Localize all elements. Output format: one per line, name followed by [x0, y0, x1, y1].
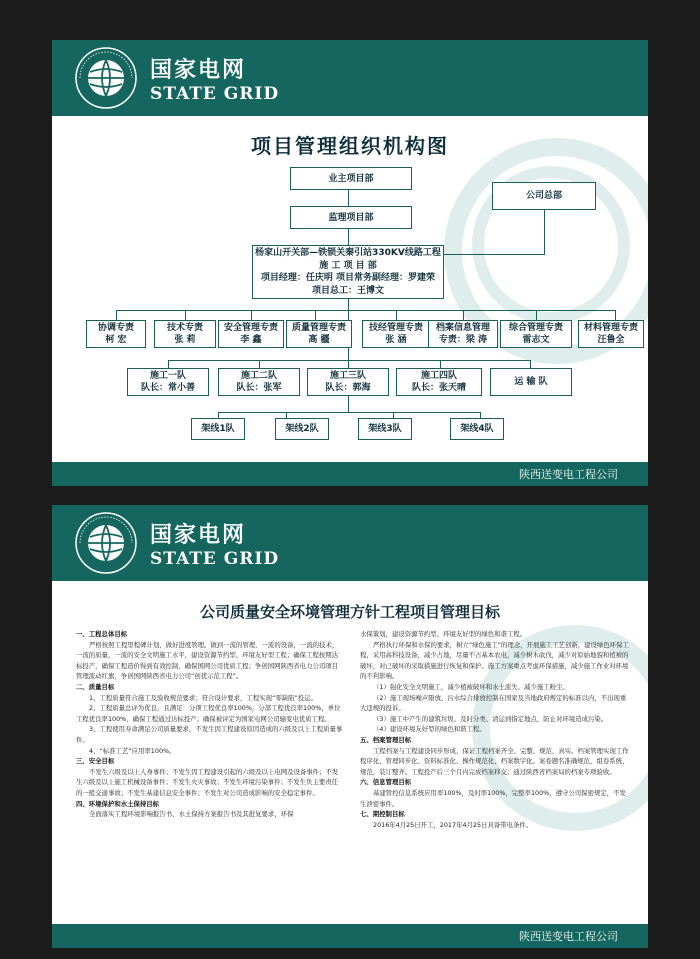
section-paragraph: （2）施工现场噪声限放、污水综合排放控制在国家及当地政府规定的标准以内，不出现重大违规的投诉。 — [360, 693, 627, 713]
project-dept-name: 施 工 项 目 部 — [319, 260, 377, 271]
page-title: 公司质量安全环境管理方针工程项目管理目标 — [199, 603, 500, 621]
company-hq-box — [492, 182, 596, 210]
connector-line — [536, 310, 537, 320]
role-person: 张 莉 — [174, 335, 196, 345]
transport-team-label: 运 输 队 — [514, 377, 548, 387]
section-paragraph: 4、“标准工艺”应用率100%。 — [89, 746, 176, 755]
connector-line — [348, 229, 349, 245]
project-name: 杨家山开关部—铁锁关秦引站330KV线路工程 — [255, 248, 441, 258]
connector-line — [544, 210, 545, 254]
section-paragraph: 严格执行环保和水保的要求，树立“绿色施工”的理念，开展施工工艺创新，建设绿色环保工程，采用高科技设备，减少占地，尽量不占基本农电，减少树木砍伐，减少对原始地貌和植被的破坏，对已破坏的采取措施进行恢复和保护。施工方案重点考虑环保措施，减少施工作业对环境的不利影响。 — [360, 640, 629, 681]
connector-line — [315, 310, 316, 320]
section-paragraph: 不发生六级及以上人身事件；不发生因工程建设引起的六级及以上电网及设备事件；不发生六级及以上施工机械设备事件；不发生火灾事故；不发生环境污染事件；不发生负主要责任的一般交通事故；不发生基建信息安全事件；不发生对公司造成影响的安全稳定事件。 — [76, 767, 339, 797]
project-manager-line: 项目经理：任庆明 项目常务副经理：罗建荣 — [260, 273, 436, 283]
owner-project-dept-box — [290, 167, 412, 190]
role-box — [218, 320, 284, 348]
role-box — [154, 320, 216, 348]
stringing-team-label: 架线3队 — [368, 424, 402, 434]
role-title: 综合管理专责 — [508, 323, 563, 333]
role-box — [86, 320, 146, 348]
connector-line — [444, 254, 545, 255]
connector-line — [116, 310, 616, 311]
connector-line — [396, 310, 397, 320]
role-person: 雷志文 — [522, 335, 550, 345]
header-bar — [52, 505, 648, 581]
role-box — [286, 320, 352, 348]
brand-name-en: STATE GRID — [150, 84, 280, 104]
section-paragraph: 全面落实工程环境影响报告书、水土保持方案报告书及其批复要求，环保 — [89, 810, 294, 819]
team-leader: 队长：郭海 — [325, 383, 371, 393]
connector-line — [615, 310, 616, 320]
section-heading: 五、档案管理目标 — [360, 735, 412, 744]
connector-line — [530, 360, 531, 368]
section-paragraph: 1、工程质量符合施工及验收规范要求；符合设计要求，工程实现“零缺陷”投运。 — [89, 693, 317, 702]
section-paragraph: 3、工程使用寿命满足公司质量要求，不发生因工程建设原因造成的六级及以上工程质量事件。 — [76, 725, 343, 744]
role-title: 安全管理专责 — [223, 323, 278, 333]
stringing-team-box — [191, 418, 245, 440]
section-heading: 七、期控制目标 — [360, 810, 405, 819]
role-box — [362, 320, 430, 348]
section-paragraph: 基建管控信息系统应用率100%，及时率100%，完整率100%，遵守公司保密规定，不发生泄密事件。 — [360, 788, 626, 808]
footer-company: 陕西送变电工程公司 — [519, 468, 618, 481]
supervision-project-dept-label: 监理项目部 — [328, 212, 374, 223]
footer-bar — [52, 462, 648, 486]
role-title: 技术专责 — [166, 323, 203, 333]
construction-team-box — [127, 368, 209, 396]
role-person: 柯 宏 — [105, 335, 127, 345]
connector-line — [463, 310, 464, 320]
construction-team-box — [218, 368, 300, 396]
connector-line — [168, 360, 531, 361]
construction-team-box — [307, 368, 389, 396]
team-leader: 队长：张天晴 — [411, 383, 466, 393]
section-paragraph: （3）施工中产生的建筑垃圾、及时分类、清运到指定地点，防止对环境造成污染。 — [373, 714, 608, 723]
team-leader: 队长：张军 — [236, 383, 282, 393]
page-title: 项目管理组织机构图 — [251, 134, 449, 158]
role-box — [428, 320, 498, 348]
role-person: 专责：梁 涛 — [438, 335, 488, 345]
stringing-team-label: 架线2队 — [285, 424, 319, 434]
goals-left-column — [76, 629, 344, 820]
construction-team-box — [396, 368, 482, 396]
team-leader: 队长：常小善 — [140, 383, 195, 393]
connector-line — [440, 360, 441, 368]
transport-team-box — [490, 368, 572, 396]
connector-line — [185, 310, 186, 320]
role-person: 李 鑫 — [240, 335, 262, 345]
team-title: 施工四队 — [420, 371, 457, 381]
role-title: 协调专责 — [97, 323, 134, 333]
goals-right-column — [360, 629, 630, 830]
footer-bar — [52, 924, 648, 948]
brand-name-cn: 国家电网 — [150, 523, 247, 548]
section-paragraph: （4）建设环境友好型的绿色和谐工程。 — [373, 725, 486, 734]
org-chart-board — [52, 40, 648, 486]
brand-name-en: STATE GRID — [150, 549, 280, 569]
stringing-team-box — [450, 418, 504, 440]
stringing-team-box — [275, 418, 329, 440]
team-title: 施工二队 — [240, 371, 277, 381]
section-heading: 四、环境保护和水土保持目标 — [76, 799, 160, 808]
team-title: 施工一队 — [149, 371, 186, 381]
role-person: 张 涵 — [385, 335, 407, 345]
header-bar — [52, 40, 648, 116]
brand-name-cn: 国家电网 — [150, 58, 247, 83]
role-person: 汪鲁全 — [597, 335, 625, 345]
goals-board — [52, 505, 648, 948]
team-title: 施工三队 — [329, 371, 366, 381]
supervision-project-dept-box — [290, 206, 412, 229]
section-heading: 三、安全目标 — [76, 757, 115, 766]
connector-line — [348, 396, 349, 412]
connector-line — [116, 310, 117, 320]
section-heading: 一、工程总体目标 — [76, 630, 128, 638]
connector-line — [218, 412, 481, 413]
role-person: 高 疆 — [308, 335, 330, 345]
chief-engineer-line: 项目总工：王博文 — [311, 285, 384, 296]
section-paragraph: 2、工程质量总评为优良，且满足：分项工程优良率100%，分部工程优良率100%，单位工程优良率100%，确保工程通过达标投产；确保被评定为国家电网公司输变电优质工程。 — [76, 704, 341, 723]
role-box — [500, 320, 572, 348]
stringing-team-box — [358, 418, 412, 440]
state-grid-logo-icon — [74, 511, 138, 575]
stringing-team-label: 架线1队 — [201, 424, 235, 434]
role-title: 技经管理专责 — [368, 323, 423, 333]
stringing-team-label: 架线4队 — [460, 424, 494, 434]
company-hq-label: 公司总部 — [525, 191, 562, 201]
connector-line — [348, 190, 349, 206]
section-paragraph: （1）强化安全文明施工，减少植被破坏和水土流失、减少施工粉尘。 — [373, 682, 569, 691]
section-paragraph: 工程档案与工程建设同步形成，保证工程档案齐全、完整、规范、真实。档案管理实现工作程序化、管理同步化、资料标准化、操作规范化、档案数字化。案卷题名准确规范，组卷系统、规范，装订整齐。工程投产后三个月内完成档案移交；通过陕西省档案局的档案专项验收。 — [360, 746, 629, 776]
connector-line — [251, 310, 252, 320]
section-heading: 六、信息管理目标 — [360, 778, 412, 787]
owner-project-dept-label: 业主项目部 — [328, 173, 374, 184]
footer-company: 陕西送变电工程公司 — [519, 930, 618, 943]
connector-line — [168, 360, 169, 368]
construction-project-dept-box — [252, 245, 444, 299]
section-paragraph: 水保策划，建设资源节约型、环境友好型的绿色和谐工程。 — [360, 630, 527, 638]
section-paragraph: 2016年4月25日开工，2017年4月25日具备带电条件。 — [373, 820, 533, 829]
connector-line — [259, 360, 260, 368]
role-title: 质量管理专责 — [291, 323, 346, 333]
state-grid-logo-icon — [74, 46, 138, 110]
section-heading: 二、质量目标 — [76, 682, 115, 691]
section-paragraph: 严格按照工程里程碑计划，做好进度管理。做到一流的管理，一流的设备，一流的技术，一流的质量，一流的安全文明施工水平，建设资源节约型、环境友好型工程；确保工程按期达标投产，确保工程造价得到有效控制，确保国网公司优质工程；争创国网陕西省电力公司项目管理流动红旗，争创国网陕西省电力公司“创优示范工程”。 — [76, 640, 339, 681]
role-title: 档案信息管理 — [435, 323, 490, 333]
role-box — [578, 320, 644, 348]
role-title: 材料管理专责 — [583, 323, 638, 333]
